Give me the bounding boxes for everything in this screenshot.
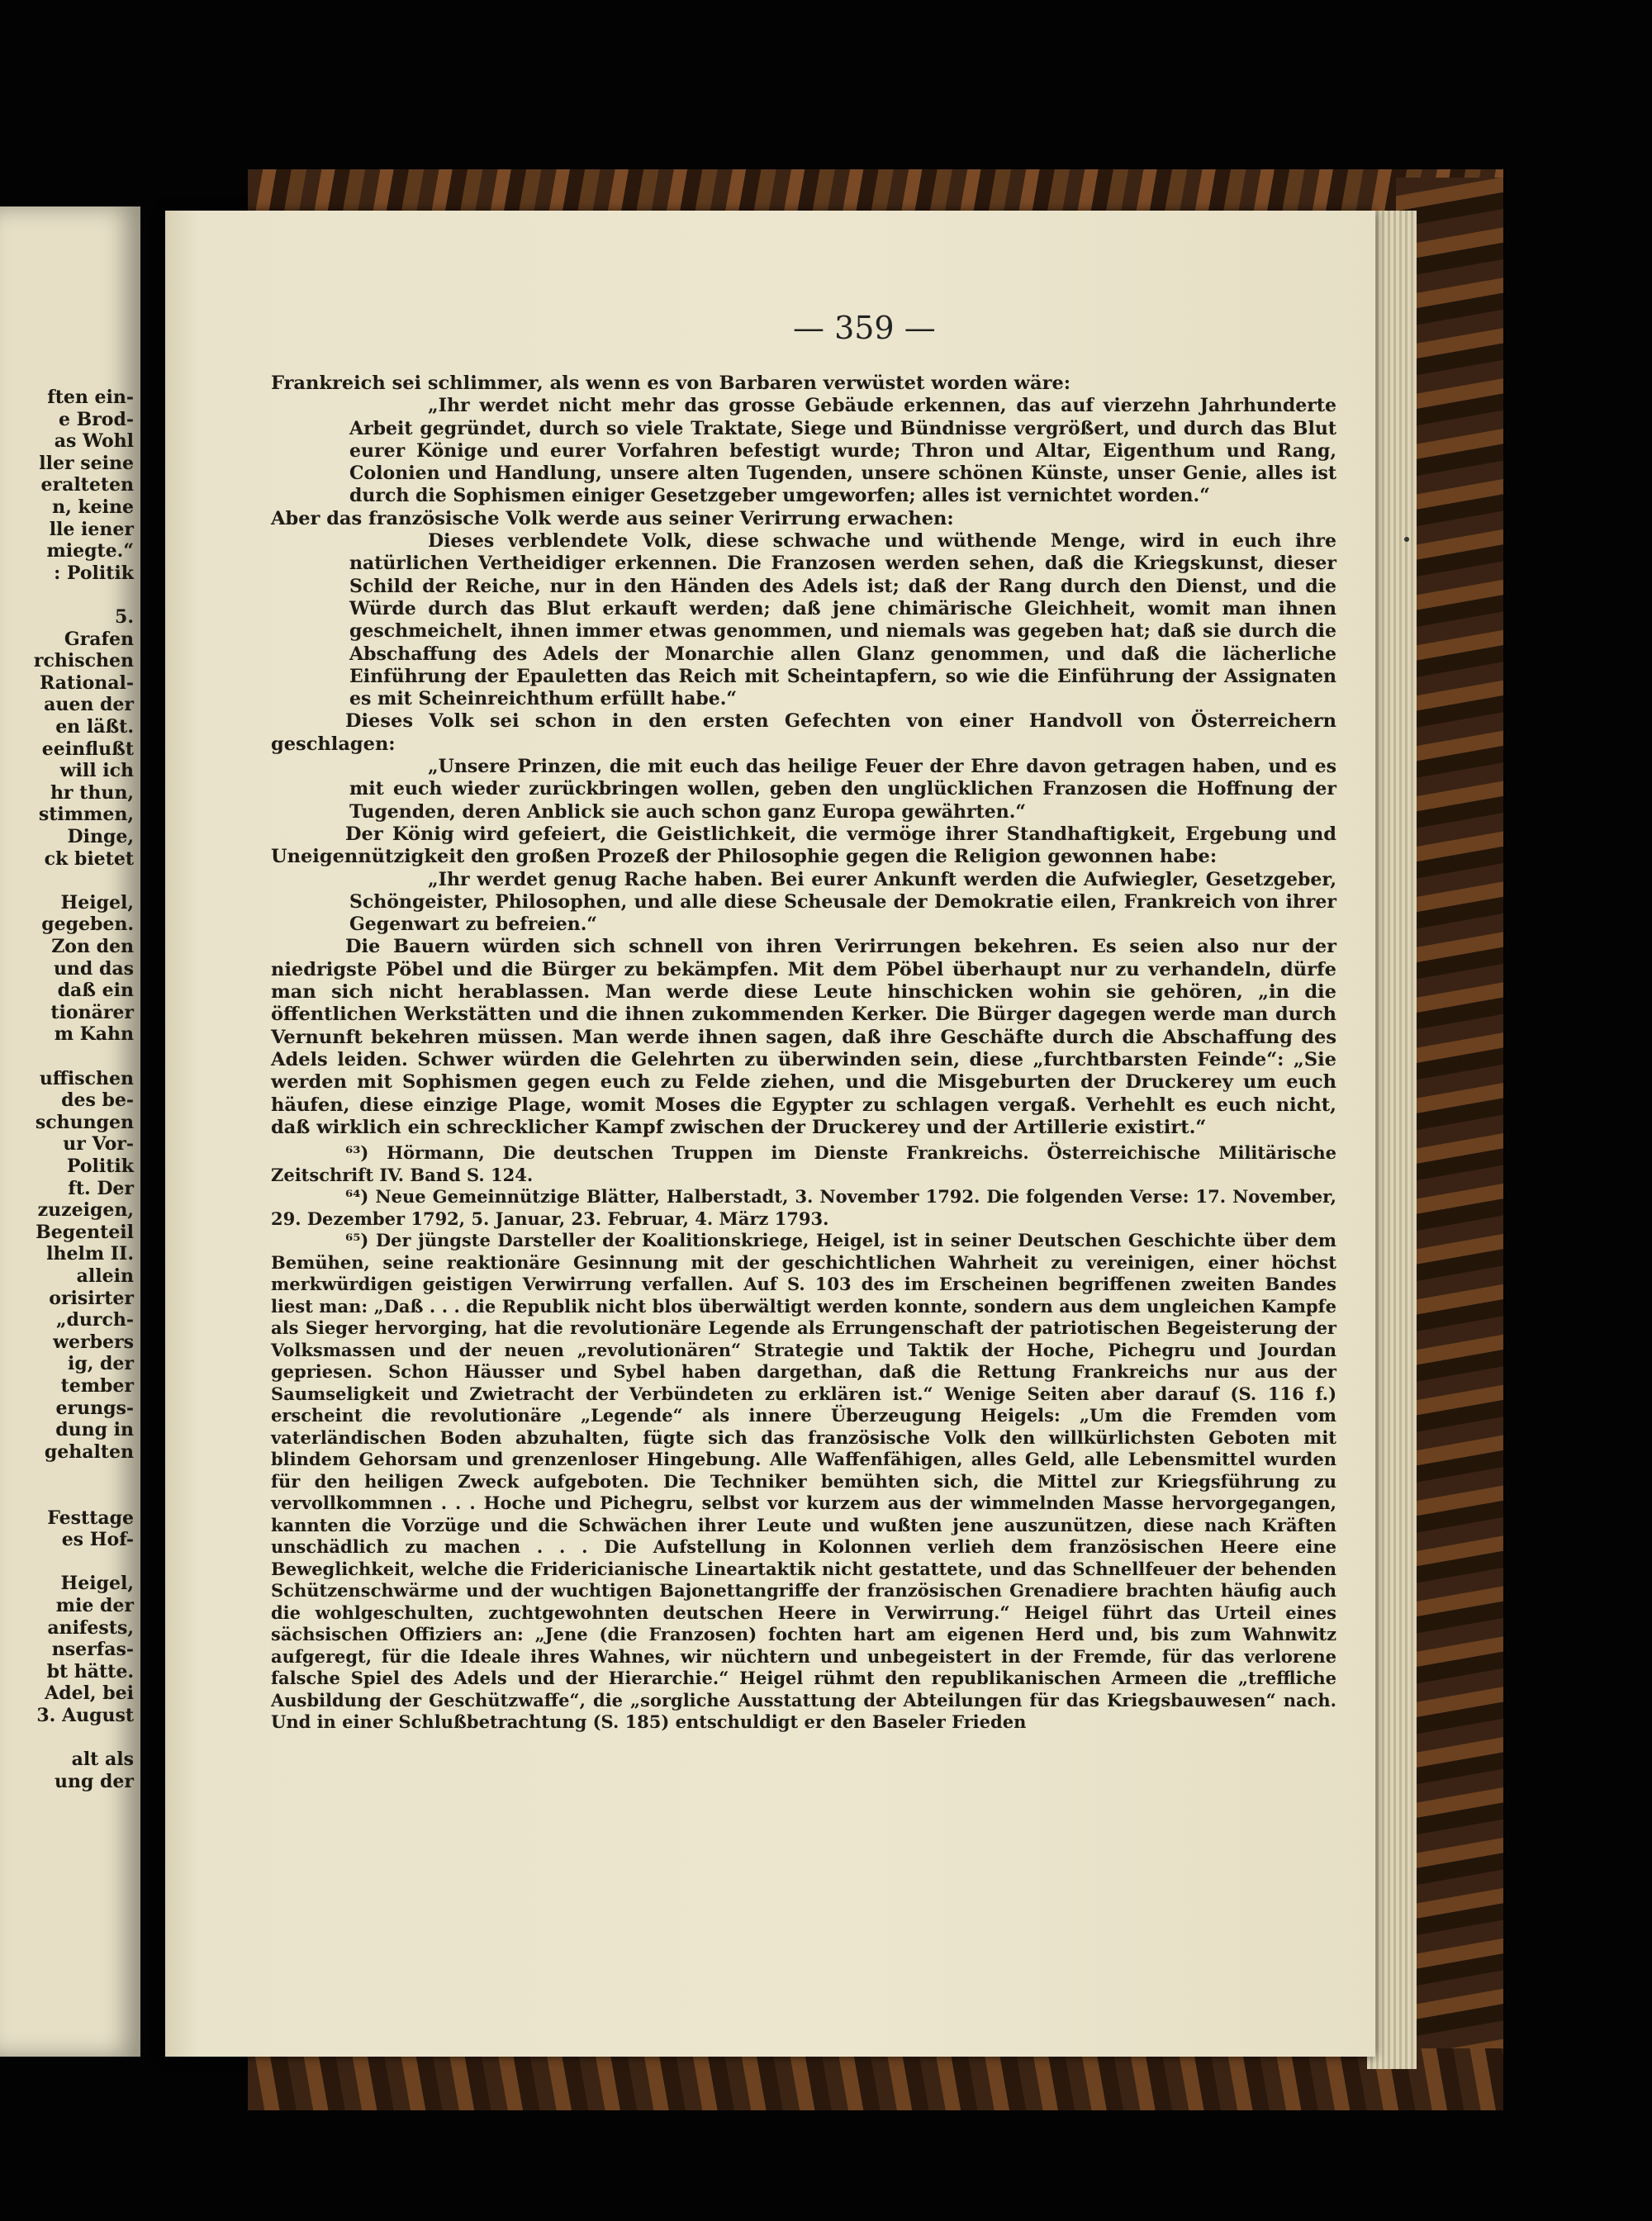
left-page-fragment: eralteten [40, 474, 134, 496]
left-page-fragment: Heigel, [60, 1573, 134, 1595]
paragraph: Dieses Volk sei schon in den ersten Gefechten von einer Handvoll von Österreichern geschlagen: [271, 710, 1336, 755]
left-page-fragment: mie der [55, 1595, 134, 1616]
left-page-fragment: nserfas- [51, 1639, 134, 1661]
left-page-fragment: uffischen [39, 1067, 134, 1089]
left-page-fragment: Zon den [51, 936, 134, 957]
left-page-fragment: auen der [44, 694, 134, 716]
left-page-fragment: 5. [115, 606, 134, 628]
quotation: „Ihr werdet nicht mehr das grosse Gebäude erkennen, das auf vierzehn Jahrhunderte Arbeit gegründet, durch so viele Traktate, Siege und Bündnisse vergrößert, und durch das Blut eurer Könige und eurer Vorfahren befestigt wurde; Thron und Altar, Eigenthum und Rang, Colonien und Handlung, unsere alten Tugenden, unsere schönen Künste, unser Genie, alles ist durch die Sophismen einiger Gesetzgeber umgeworfen; alles ist vernichtet worden.“ [349, 395, 1336, 507]
left-page-fragment: tionärer [50, 1001, 134, 1023]
left-page-fragment: Politik [66, 1156, 134, 1177]
left-page-fragment: eeinflußt [41, 738, 134, 760]
left-page-fragment: 3. August [36, 1705, 134, 1726]
left-page-fragment: m Kahn [54, 1023, 134, 1046]
left-page-fragment: Rational- [40, 672, 134, 694]
left-page-fragment: orisirter [49, 1287, 134, 1309]
paragraph: Aber das französische Volk werde aus seiner Verirrung erwachen: [271, 507, 954, 529]
left-page-fragment: lhelm II. [46, 1243, 134, 1265]
left-page-fragment: „durch- [55, 1309, 134, 1331]
left-page-fragment: hr thun, [50, 781, 134, 804]
left-page-fragment: ft. Der [68, 1177, 134, 1199]
page-body [271, 373, 1336, 1734]
book-binding-bottom [248, 2048, 1503, 2110]
left-page-fragment: en läßt. [55, 716, 134, 738]
left-page-fragment: schungen [35, 1111, 134, 1133]
left-page-fragment: werbers [53, 1331, 134, 1353]
quotation: Dieses verblendete Volk, diese schwache und wüthende Menge, wird in euch ihre natürlichen Vertheidiger erkennen. Die Franzosen werden sehen, daß die Kriegskunst, dieser Schild der Reiche, nur in den Händen des Adels ist; daß der Rang durch den Dienst, und die Würde durch das Blut erkauft werden; daß jene chimärische Gleichheit, womit man ihnen geschmeichelt, ihnen immer etwas genommen, und niemals was gegeben hat; daß sie durch die Abschaffung des Adels der Monarchie allen Glanz genommen, und daß die lächerliche Einführung der Epauletten das Reich mit Scheintapfern, so wie die Einführung der Assignaten es mit Scheinreichthum erfüllt habe.“ [349, 530, 1336, 710]
page-mark [1404, 537, 1409, 542]
quotation: „Unsere Prinzen, die mit euch das heilige Feuer der Ehre davon getragen haben, und es mit euch wieder zurückbringen wollen, geben den unglücklichen Franzosen die Hoffnung der Tugenden, deren Anblick sie auch schon ganz Europa gewährten.“ [349, 756, 1336, 823]
quotation: „Ihr werdet genug Rache haben. Bei eurer Ankunft werden die Aufwiegler, Gesetzgeber, Schöngeister, Philosophen, und alle diese Scheusale der Demokratie eilen, Frankreich von ihrer Gegenwart zu befreien.“ [349, 868, 1336, 936]
left-page-fragment: ig, der [67, 1353, 134, 1375]
left-page-fragment: Grafen [64, 628, 134, 650]
left-page-fragment: Heigel, [60, 891, 134, 914]
paragraph: Frankreich sei schlimmer, als wenn es von Barbaren verwüstet worden wäre: [271, 373, 1071, 394]
left-page-fragment: gehalten [44, 1440, 134, 1463]
left-page-fragment: gegeben. [41, 914, 134, 936]
left-page [0, 206, 140, 2057]
left-page-fragment: n, keine [52, 496, 134, 518]
footnote: ⁶⁵) Der jüngste Darsteller der Koalitionskriege, Heigel, ist in seiner Deutschen Geschichte über dem Bemühen, seine reaktionäre Gesinnung mit der geschichtlichen Wahrheit zu vereinigen, einer höchst merkwürdigen geistigen Verwirrung verfallen. Auf S. 103 des im Erscheinen begriffenen zweiten Bandes liest man: „Daß . . . die Republik nicht blos überwältigt werden konnte, sondern aus dem ungleichen Kampfe als Sieger hervorging, hat die revolutionäre Legende als Errungenschaft der patriotischen Begeisterung der Volksmassen und der neuen „revolutionären“ Strategie und Taktik der Hoche, Pichegru und Jourdan gepriesen. Schon Häusser und Sybel haben dargethan, daß die Rettung Frankreichs nur aus der Saumseligkeit und Zwietracht der Verbündeten zu erklären ist.“ Wenige Seiten aber darauf (S. 116 f.) erscheint die revolutionäre „Legende“ als innere Überzeugung Heigels: „Um die Fremden vom vaterländischen Boden abzuhalten, fügte sich das französische Volk den willkürlichsten Geboten mit blindem Gehorsam und grenzenloser Hingebung. Alle Waffenfähigen, alles Geld, alle Lebensmittel wurden für den heiligen Zweck aufgeboten. Die Techniker bemühten sich, die Mittel zur Kriegsführung zu vervollkommnen . . . Hoche und Pichegru, selbst vor kurzem aus der wimmelnden Masse hervorgegangen, kannten die Vorzüge und die Schwächen ihrer Leute und wußten jene auszunützen, diese nach Kräften unschädlich zu machen . . . Die Aufstellung in Kolonnen verlieh dem französischen Heere eine Beweglichkeit, welche die Fridericianische Lineartaktik nicht gestattete, und das Schnellfeuer der behenden Schützenschwärme und der wuchtigen Bajonettangriffe der französischen Grenadiere brachten häufig auch die wohlgeschulten, zuchtgewohnten deutschen Heere in Verwirrung.“ Heigel führt das Urteil eines sächsischen Offiziers an: „Jene (die Franzosen) fochten hart am eigenen Herd und, bis zum Wahnwitz aufgeregt, für die Ideale ihres Wahnes, wir nüchtern und unbegeistert in der Fremde, für das verlorene falsche Spiel des Adels und der Hierarchie.“ Heigel rühmt den republikanischen Armeen die „treffliche Ausbildung der Geschützwaffe“, die „sorgliche Ausstattung der Abteilungen für das Kriegsbauwesen“ nach. Und in einer Schlußbetrachtung (S. 185) entschuldigt er den Baseler Frieden [271, 1230, 1336, 1733]
left-page-fragment: ur Vor- [63, 1133, 134, 1156]
left-page-fragment: anifests, [47, 1616, 134, 1639]
left-page-fragment: ung der [54, 1770, 134, 1792]
left-page-fragment: des be- [61, 1089, 134, 1112]
footnote: ⁶⁴) Neue Gemeinnützige Blätter, Halberstadt, 3. November 1792. Die folgenden Verse: 17. November, 29. Dezember 1792, 5. Januar, 23. Februar, 4. März 1793. [271, 1186, 1336, 1229]
left-page-fragment: ften ein- [47, 387, 134, 408]
left-page-fragment: Festtage [47, 1507, 134, 1529]
page-number: — 359 — [793, 310, 936, 346]
left-page-fragment: as Wohl [54, 430, 134, 453]
left-page-fragment: rchischen [33, 650, 134, 672]
left-page-fragment: allein [76, 1265, 134, 1287]
left-page-fragment: tember [60, 1375, 134, 1397]
left-page-fragment: stimmen, [38, 804, 134, 826]
paragraph: Die Bauern würden sich schnell von ihren Verirrungen bekehren. Es seien also nur der niedrigste Pöbel und die Bürger zu bekämpfen. Mit dem Pöbel überhaupt nur zu verhandeln, dürfe man sich nicht herablassen. Man werde diese Leute hinschicken wohin sie gehören, „in die öffentlichen Werkstätten und die ihnen zukommenden Kerker. Die Bürger dagegen werde man durch Vernunft bekehren müssen. Man werde ihnen sagen, daß ihre Geschäfte durch die Abschaffung des Adels leiden. Schwer würden die Gelehrten zu überwinden sein, diese „furchtbarsten Feinde“: „Sie werden mit Sophismen gegen euch zu Felde ziehen, und die Misgeburten der Druckerey um euch häufen, diese einzige Plage, womit Moses die Egypter zu schlagen vergaß. Verhehlt es euch nicht, daß wirklich ein schrecklicher Kampf zwischen der Druckerey und der Artillerie existirt.“ [271, 936, 1336, 1138]
left-page-fragment: Begenteil [36, 1221, 134, 1243]
left-page-fragment: ller seine [39, 452, 134, 474]
left-page-fragment: bt hätte. [46, 1660, 134, 1682]
left-page-fragment: Adel, bei [45, 1682, 134, 1705]
footnote: ⁶³) Hörmann, Die deutschen Truppen im Dienste Frankreichs. Österreichische Militärische Zeitschrift IV. Band S. 124. [271, 1142, 1336, 1185]
left-page-fragment: : Politik [54, 562, 134, 584]
left-page-fragment: lle iener [49, 518, 134, 540]
left-page-fragment: daß ein [57, 980, 134, 1002]
left-page-fragment: e Brod- [58, 408, 134, 430]
left-page-fragment: zuzeigen, [37, 1199, 134, 1222]
left-page-fragment: erungs- [55, 1397, 134, 1419]
left-page-fragment: Dinge, [67, 826, 134, 847]
left-page-fragment: dung in [55, 1419, 134, 1441]
left-page-fragment: alt als [71, 1749, 134, 1771]
left-page-fragment: es Hof- [61, 1529, 134, 1551]
paragraph: Der König wird gefeiert, die Geistlichkeit, die vermöge ihrer Standhaftigkeit, Ergebung und Uneigennützigkeit den großen Prozeß der Philosophie gegen die Religion gewonnen habe: [271, 823, 1336, 868]
left-page-fragment: ck bietet [44, 847, 134, 870]
left-page-fragment: miegte.“ [46, 540, 134, 562]
right-page [165, 211, 1375, 2057]
left-page-fragment: will ich [59, 760, 134, 782]
left-page-fragment: und das [53, 957, 134, 980]
